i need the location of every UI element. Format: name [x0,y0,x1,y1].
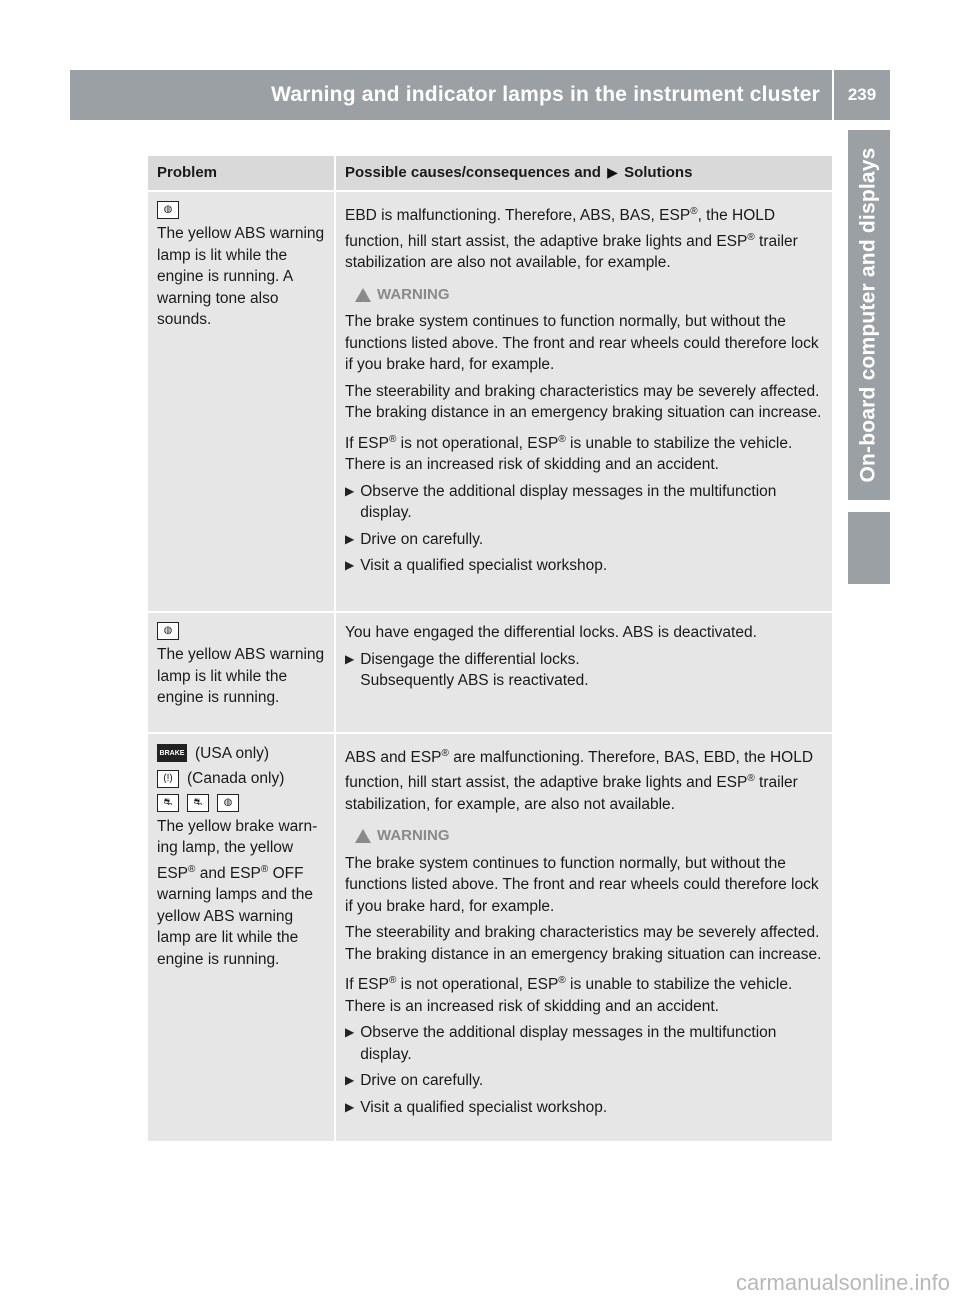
header-title: Warning and indicator lamps in the instrument cluster [271,83,820,106]
intro-text: are malfunctioning. Therefore, BAS, EBD, the HOLD function, hill start assist, the adaptive brake lights and ESP [345,748,814,792]
abs-warning-icon: ◍ [157,201,179,219]
registered-mark: ® [188,863,196,875]
registered-mark: ® [558,433,566,445]
page-number: 239 [847,85,877,104]
step-text-line: Disengage the differential locks. [360,650,580,668]
warning-text: If ESP [345,434,389,452]
warning-heading [355,825,826,847]
region-note: (USA only) [195,744,270,762]
step-arrow-icon: ▶ [345,651,355,666]
section-side-tab-label: On-board computer and displays [857,147,880,483]
abs-warning-icon: ◍ [157,622,179,640]
warning-text: If ESP [345,976,389,994]
problem-cell [148,613,336,732]
warning-paragraph: The steerability and braking characteristics may be severely affected. The braking distance in an emergency braking situation can increase. [345,382,822,422]
step-arrow-icon: ▶ [345,531,355,546]
play-arrow-icon: ▶ [607,164,618,180]
intro-text: trailer stabilization, for example, are also not available. [345,774,798,813]
brake-warning-icon: BRAKE [157,744,187,762]
intro-text: , the HOLD function, hill start assist, the adaptive brake lights and ESP [345,207,776,250]
region-note: (Canada only) [187,770,285,787]
step-text-line: Subsequently ABS is reactivated. [360,672,589,689]
table-row [148,192,832,611]
instruction-step [345,1070,826,1092]
solution-intro [345,201,826,274]
warning-label: WARNING [377,285,450,303]
col-header-solutions [336,156,832,190]
instruction-step [345,555,826,577]
problem-text [157,816,328,971]
table-row [148,613,832,732]
intro-text: ABS and ESP [345,748,442,766]
step-arrow-icon: ▶ [345,1025,355,1040]
solution-intro: You have engaged the differential locks. ABS is deactivated. [345,624,757,641]
registered-mark: ® [747,231,755,243]
warning-heading [355,284,826,306]
table-row [148,734,832,1142]
col-header-solutions-after: Solutions [624,164,693,181]
instruction-step [345,481,826,524]
warning-triangle-icon [355,829,371,843]
brake-circle-icon: (!) [157,770,179,788]
step-text [360,649,588,692]
step-arrow-icon: ▶ [345,558,355,573]
abs-warning-icon: ◍ [217,794,239,812]
solution-cell [336,613,832,732]
registered-mark: ® [747,773,755,785]
intro-text: EBD is malfunctioning. Therefore, ABS, BAS, ESP [345,207,691,225]
warning-text: is unable to stabilize the vehicle. There is an increased risk of skidding and an accident. [345,976,793,1015]
intro-text: trailer stabilization are also not available, for example. [345,232,798,272]
warning-text: is unable to stabilize the vehicle. There is an increased risk of skidding and an accident. [345,434,793,474]
col-header-solutions-text: Possible causes/consequences and [345,164,601,181]
solution-intro [345,743,826,816]
problem-text-part: OFF warning lamps and the yellow ABS warning lamp are lit while the engine is running. [157,864,313,968]
warning-label: WARNING [377,827,450,845]
instruction-step [345,1022,826,1065]
esp-off-icon: ⛐ [187,794,209,812]
page-header [70,70,890,120]
warning-triangle-icon [355,288,371,302]
step-arrow-icon: ▶ [345,483,355,498]
registered-mark: ® [558,975,566,987]
registered-mark: ® [441,747,449,759]
warning-text: is not operational, ESP [396,976,559,994]
col-header-problem: Problem [148,156,336,190]
instruction-step [345,529,826,551]
instruction-step [345,1097,826,1119]
problem-text: The yellow ABS warning lamp is lit while the engine is running. [157,646,325,706]
registered-mark: ® [260,863,269,875]
registered-mark: ® [690,206,698,217]
registered-mark: ® [388,975,397,987]
step-arrow-icon: ▶ [345,1099,355,1114]
warning-paragraph: The brake system continues to function normally, but without the functions listed above. The front and rear wheels could therefore lock if you brake hard, for example. [345,313,819,374]
esp-icon: ⛐ [157,794,179,812]
step-text: Drive on carefully. [360,530,484,548]
problem-cell [148,192,336,611]
warning-text: is not operational, ESP [396,434,559,452]
problem-text: The yellow ABS warning lamp is lit while the engine is running. A warning tone also sounds. [157,225,325,328]
side-marker [848,512,890,584]
solution-cell [336,734,832,1142]
step-text: Drive on carefully. [360,1072,484,1090]
step-arrow-icon: ▶ [345,1073,355,1088]
registered-mark: ® [388,433,397,445]
solution-cell [336,192,832,611]
step-text: Observe the additional display messages in the multifunction display. [360,482,777,522]
problem-text-part: and ESP [195,864,261,882]
section-side-tab [848,130,890,500]
step-text: Visit a qualified specialist workshop. [360,557,608,575]
warning-lamps-table [148,154,832,1143]
problem-cell [148,734,336,1142]
warning-paragraph [345,970,826,1017]
warning-paragraph: The steerability and braking characteristics may be severely affected. The braking distance in an emergency braking situation can increase. [345,924,822,963]
warning-paragraph: The brake system continues to function normally, but without the functions listed above. The front and rear wheels could therefore lock if you brake hard, for example. [345,854,819,915]
step-text: Visit a qualified specialist workshop. [360,1098,608,1116]
warning-paragraph [345,429,826,476]
table-header-row [148,156,832,190]
step-text: Observe the additional display messages in the multifunction display. [360,1024,777,1063]
watermark: carmanualsonline.info [735,1270,950,1295]
problem-text-part: The yellow brake warning lamp, the yellow ESP [157,817,318,882]
instruction-step [345,649,826,692]
